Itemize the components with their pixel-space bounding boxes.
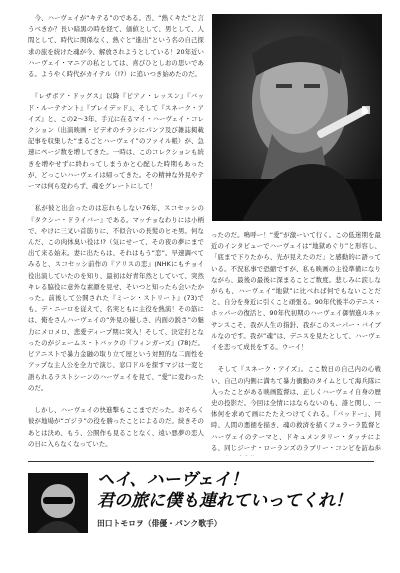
article-column-right: ったのだ。鳴呼ー！“愛”が激ーいて行く。この低迷期を最近のインタビューでハーヴェイは“地獄めぐり”と形容し、「底まで下りたから、光が見えたのだ」と感動的に語っている。不況私事で恐縮ですが、私も映画の主役準備になりながら、最後の最後に深まることご数度。悲しみに涙しながらも、ハーヴェイ“地獄”に比べれば何でもないことだと、自分を身近に引くこと頑張る。90年代後半のデニス・ホッパーの復活と、90年代初期のハーヴェイ御情進ルネッサンスこそ、我が人生の指針、我がこのスーパー・バイブルなのです。我が“魂”は、デニスを見たとして、ハーヴェイを恋って成長をする。ウーイ！ そして『スネーク・アイズ』。ここ数日の自己内の心戦い、自己の内側に満ちて暴力衝動のタイムとして海兵隊に入ったことがある映画監督は、正しくハーヴェイ自身の歴史の投影だ。今回は全情にはならないのも、誰と関し、一体何を求めて画にたたえつけてくれる。『バッドー』、同時、人間の悪徳を描き、魂の救済を描くフェラーラ監督とハーヴェイのテーマと、ドキュメンタリー・タッチによる、同じジーナ・ローランズのラブリー・コンビを訪ね歩 <box>211 231 381 452</box>
headline-line-1: ヘイ、ハーヴェイ！ <box>97 470 248 490</box>
author-byline: 田口トモロヲ（俳優・パンク歌手） <box>97 519 222 528</box>
article-column-left: 今、ハーヴェイが“キテる”のである。否、“熱くキた”と言うべきか？長い暗黒の時を経て、価値として、男として、人間として、時代に関係なく、熱ぐと“進出”という名の自己探求の旅を続けた魂が今、解放されようとしている！20年近いハーヴェイ・マニアの私としては、喜びひとしおの思いである。ようやく時代がカイテル（!?）に追いつき始めたのだ。 『レザボア・ドッグス』以降『ピアノ・レッスン』『バッド・ルーテナント』『ブレイデッド』、そして『スネーク・アイズ』と、この2〜3年、手元に在るマイ・ハーヴェイ・コレクション（出演映画・ビデオのチラシにパンフ及び雑誌掲載記事を収集した“まるごとハーヴェイ”のファイル帳）が、急速にページ数を増してきた。一時は、このコレクションも続きを増やせずに終わってしまうかと心配した時期もあったが、どっこいハーヴェイは帰ってきた。その精神な外見やテーマは何ら変わらず、魂をグレートにして！ 私が彼と出会ったのは忘れもしない76年、スコセッシの『タクシー・ドライバー』である。マッチョなわりには小柄で、やけに三叉い首筋りに、不似合いの長髪のヒモ男。何なんだ、この肉体臭い役は!?（気にせーて、その夜の夢にまで出て来る始末。妻に出たらは、それはもう“恋”。早速調べてみると、スコセッシ前作の『アリスの恋』(NHKにもチョイ役出演していたのを知り、最初は好青年然としていて、突然キレる脇役に意外な素顔を見せ、そいつと知ったら会いたかった。前後して公開された『ミーン・ストリート』(73)でも、デ・ニーロを従えて、名実ともに主役を熱演！その筋には、俺をさんハーヴェイの“外見の優しさ、内面の鋭さ”の魅力にメロメロ、悲愛ディープ期に突入！そして、決定打となったのがジェームス・トバックの『フィンガーズ』(78)だ。ピアニストで暴力金融の取り立て屋という対照的な二面性をアップな主人公を全力で演じ、窓口ドルを探すマジは一変と語られるラストシーンのハーヴェイを見て、“愛”に変わったのだ。 しかし、ハーヴェイの快進撃もここまでだった。おそらく彼が地場が“ゴジラ”の役を勝ったことによるのだ。続きそのあとは決め、もう、公開作も見ることなく、遠い悪夢の恋人の日に入らなくなっていた。 <box>28 14 204 448</box>
portrait-smoking-cigar-photo <box>212 14 382 221</box>
author-portrait-sunglasses-photo <box>28 473 88 533</box>
headline-line-2: 君の旅に僕も連れていってくれ！ <box>97 491 352 511</box>
section-divider <box>28 461 374 462</box>
headline <box>97 470 387 512</box>
